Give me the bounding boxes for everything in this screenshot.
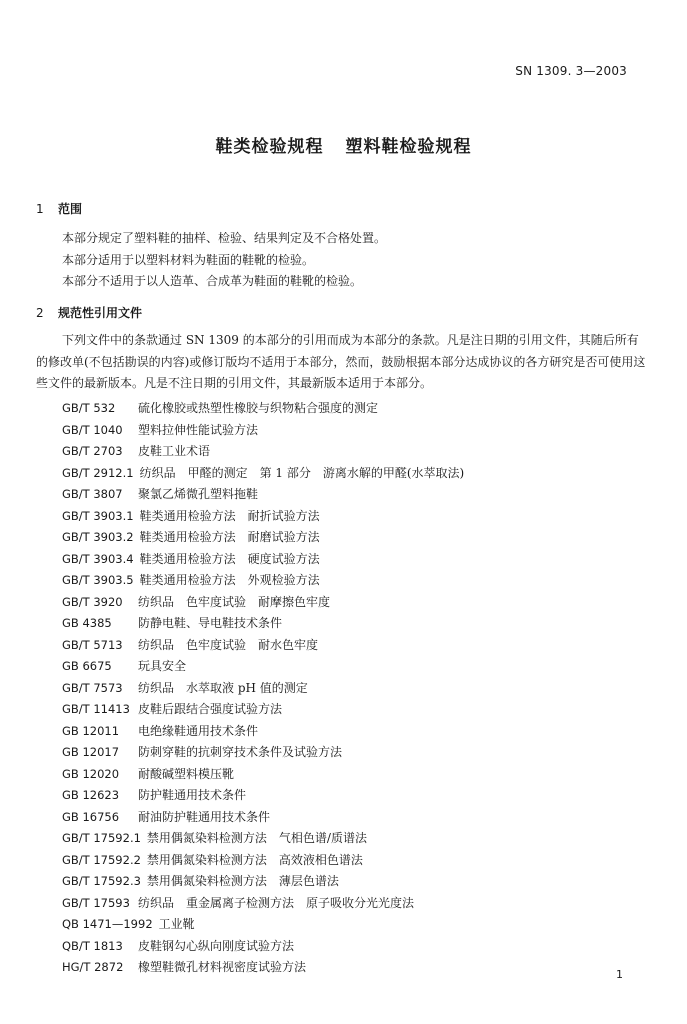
reference-code: GB/T 11413 (62, 702, 130, 716)
reference-list (62, 398, 652, 979)
reference-code: GB/T 3807 (62, 487, 123, 501)
reference-name: 纺织品 重金属离子检测方法 原子吸收分光光度法 (138, 895, 415, 910)
reference-name: 橡塑鞋微孔材料视密度试验方法 (138, 960, 307, 974)
reference-name: 鞋类通用检验方法 耐折试验方法 (139, 508, 320, 523)
reference-name: 皮鞋钢勾心纵向刚度试验方法 (138, 938, 295, 953)
reference-name: 工业靴 (158, 917, 195, 931)
reference-item (62, 742, 652, 764)
reference-item (62, 527, 652, 549)
reference-item (62, 914, 652, 936)
reference-item (62, 721, 652, 743)
reference-name: 耐酸碱塑料模压靴 (138, 766, 235, 781)
reference-code: GB 16756 (62, 809, 120, 824)
reference-code: GB 12017 (62, 745, 120, 759)
page-number: 1 (616, 968, 623, 981)
reference-item (62, 764, 652, 786)
reference-item (62, 441, 652, 463)
reference-code: GB 12020 (62, 766, 120, 781)
reference-item (62, 420, 652, 442)
reference-name: 电绝缘鞋通用技术条件 (138, 723, 259, 738)
reference-item (62, 549, 652, 571)
reference-item (62, 656, 652, 678)
reference-name: 禁用偶氮染料检测方法 薄层色谱法 (146, 874, 339, 888)
standard-code: SN 1309. 3—2003 (515, 64, 627, 78)
reference-name: 聚氯乙烯微孔塑料拖鞋 (138, 487, 259, 501)
reference-name: 鞋类通用检验方法 硬度试验方法 (139, 551, 320, 566)
section-1-body (36, 228, 646, 293)
reference-name: 防刺穿鞋的抗刺穿技术条件及试验方法 (138, 745, 343, 759)
reference-item (62, 613, 652, 635)
reference-name: 纺织品 水萃取液 pH 值的测定 (138, 680, 308, 695)
section-2-title: 规范性引用文件 (58, 306, 143, 320)
section-1-heading (36, 200, 82, 217)
reference-code: QB 1471—1992 (62, 917, 153, 931)
scope-line: 本部分规定了塑料鞋的抽样、检验、结果判定及不合格处置。 (62, 231, 387, 245)
reference-name: 塑料拉伸性能试验方法 (138, 422, 259, 437)
reference-code: GB/T 17593 (62, 895, 130, 910)
section-1-number: 1 (36, 202, 44, 216)
scope-line: 本部分适用于以塑料材料为鞋面的鞋靴的检验。 (62, 252, 315, 267)
reference-item (62, 893, 652, 915)
reference-item (62, 828, 652, 850)
document-title (0, 132, 687, 157)
reference-name: 鞋类通用检验方法 外观检验方法 (139, 573, 320, 587)
section-2-number: 2 (36, 306, 44, 320)
reference-item (62, 570, 652, 592)
reference-code: QB/T 1813 (62, 938, 123, 953)
reference-code: HG/T 2872 (62, 960, 124, 974)
reference-item (62, 592, 652, 614)
reference-name: 纺织品 色牢度试验 耐水色牢度 (138, 637, 319, 652)
reference-item (62, 936, 652, 958)
reference-item (62, 635, 652, 657)
section-2-intro: 下列文件中的条款通过 SN 1309 的本部分的引用而成为本部分的条款。凡是注日期的引用文件，其随后所有的修改单(不包括勘误的内容)或修订版均不适用于本部分，然而，鼓励根据本部分达成协议的各方研究是否可使用这些文件的最新版本。凡是不注日期的引用文件，其最新版本适用于本部分。 (36, 333, 646, 390)
reference-code: GB 6675 (62, 659, 112, 673)
reference-name: 鞋类通用检验方法 耐磨试验方法 (139, 530, 320, 544)
reference-name: 耐油防护鞋通用技术条件 (138, 809, 271, 824)
reference-name: 皮鞋工业术语 (138, 444, 211, 458)
reference-item (62, 957, 652, 979)
reference-code: GB/T 2703 (62, 444, 123, 458)
reference-code: GB/T 3903.2 (62, 530, 134, 544)
title-part-1: 鞋类检验规程 (215, 137, 324, 157)
reference-item (62, 678, 652, 700)
reference-name: 硫化橡胶或热塑性橡胶与织物粘合强度的测定 (138, 401, 379, 415)
reference-name: 玩具安全 (138, 659, 187, 673)
reference-name: 防护鞋通用技术条件 (138, 788, 247, 802)
reference-name: 纺织品 色牢度试验 耐摩擦色牢度 (138, 594, 331, 609)
reference-item (62, 398, 652, 420)
scope-line: 本部分不适用于以人造革、合成革为鞋面的鞋靴的检验。 (62, 274, 363, 288)
reference-code: GB/T 1040 (62, 422, 123, 437)
reference-code: GB 12623 (62, 788, 120, 802)
reference-code: GB/T 2912.1 (62, 465, 134, 480)
reference-code: GB/T 7573 (62, 680, 123, 695)
reference-code: GB/T 17592.2 (62, 852, 141, 867)
reference-item (62, 871, 652, 893)
reference-code: GB/T 3903.5 (62, 573, 134, 587)
reference-item (62, 463, 652, 485)
reference-item (62, 699, 652, 721)
reference-code: GB/T 3903.4 (62, 551, 134, 566)
title-part-2: 塑料鞋检验规程 (345, 137, 472, 157)
reference-name: 皮鞋后跟结合强度试验方法 (138, 702, 283, 716)
reference-name: 纺织品 甲醛的测定 第 1 部分 游离水解的甲醛(水萃取法) (139, 465, 465, 480)
reference-item (62, 484, 652, 506)
reference-code: GB/T 532 (62, 401, 116, 415)
reference-item (62, 785, 652, 807)
reference-item (62, 807, 652, 829)
reference-code: GB/T 5713 (62, 637, 123, 652)
section-2-heading (36, 304, 142, 321)
reference-code: GB/T 17592.1 (62, 831, 141, 845)
reference-code: GB/T 3903.1 (62, 508, 134, 523)
reference-item (62, 506, 652, 528)
reference-code: GB 4385 (62, 616, 112, 630)
reference-name: 禁用偶氮染料检测方法 气相色谱/质谱法 (146, 831, 367, 845)
reference-name: 防静电鞋、导电鞋技术条件 (138, 616, 283, 630)
reference-item (62, 850, 652, 872)
section-1-title: 范围 (58, 202, 83, 216)
reference-code: GB/T 17592.3 (62, 874, 141, 888)
reference-name: 禁用偶氮染料检测方法 高效液相色谱法 (146, 852, 363, 867)
reference-code: GB/T 3920 (62, 594, 123, 609)
reference-code: GB 12011 (62, 723, 120, 738)
